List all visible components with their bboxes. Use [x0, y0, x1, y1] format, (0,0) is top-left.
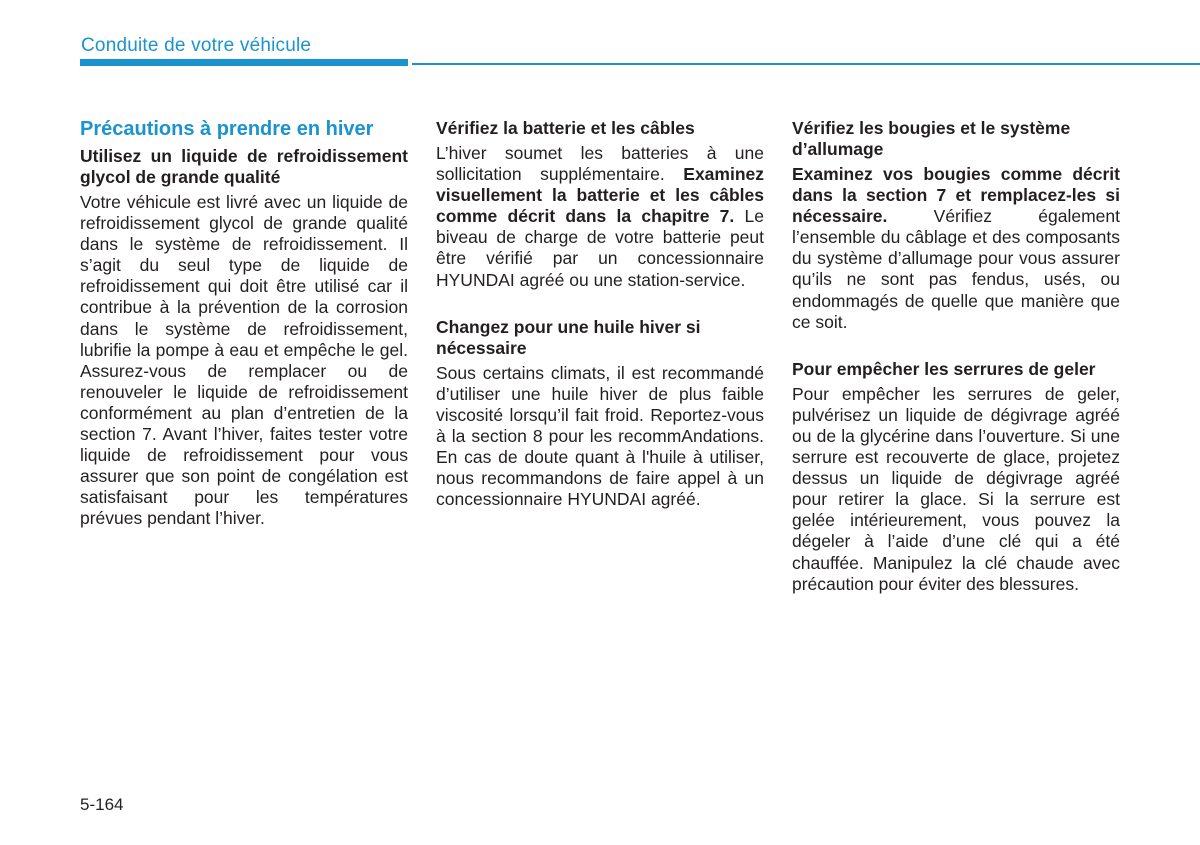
- oil-paragraph: Sous certains climats, il est recommandé d’utiliser une huile hiver de plus faible viscosité lorsqu’il fait froid. Reportez-vous à la section 8 pour les recommAndations. En cas de doute quant à l'huile à utiliser, nous recommandons de faire appel à un concessionnaire HYUNDAI agréé.: [436, 362, 764, 510]
- spark-plugs-text-rest: Vérifiez également l’ensemble du câblage et des composants du système d’allumage pour vous assurer qu’ils ne sont pas fendus, usés, ou endommagés de quelle que manière que ce soit.: [792, 206, 1120, 332]
- battery-text-rest: Le biveau de charge de votre batterie peut être vérifié par un concessionnaire HYUNDAI agréé ou une station-service.: [436, 206, 764, 290]
- battery-paragraph: [436, 143, 764, 291]
- spark-plugs-paragraph: [792, 164, 1120, 333]
- section-title: Précautions à prendre en hiver: [80, 118, 374, 140]
- spark-plugs-text-bold: Examinez vos bougies comme décrit dans la section 7 et remplacez-les si nécessaire.: [792, 164, 1120, 227]
- battery-text-bold: Examinez visuellement la batterie et les câbles comme décrit dans la chapitre 7.: [436, 164, 764, 227]
- column-right: [792, 118, 1120, 595]
- column-left: [80, 118, 408, 530]
- oil-heading: Changez pour une huile hiver si nécessaire: [436, 316, 701, 358]
- locks-heading: Pour empêcher les serrures de geler: [792, 358, 1096, 379]
- spark-plugs-heading: Vérifiez les bougies et le système d’allumage: [792, 118, 1071, 159]
- header-accent-bar: [80, 59, 408, 66]
- coolant-heading: Utilisez un liquide de refroidissement glycol de grande qualité: [80, 146, 408, 187]
- battery-text-intro: L’hiver soumet les batteries à une sollicitation supplémentaire.: [436, 143, 764, 185]
- column-middle: [436, 118, 764, 510]
- battery-heading: Vérifiez la batterie et les câbles: [436, 118, 695, 138]
- coolant-paragraph: Votre véhicule est livré avec un liquide de refroidissement glycol de grande qualité dans le système de refroidissement. Il s’agit du seul type de liquide de refroidissement qui doit être utilisé car il contribue à la prévention de la corrosion dans le système de refroidissement, lubrifie la pompe à eau et empêche le gel. Assurez-vous de remplacer ou de renouveler le liquide de refroidissement conformément au plan d’entretien de la section 7. Avant l’hiver, faites tester votre liquide de refroidissement pour vous assurer que son point de congélation est satisfaisant pour les températures prévues pendant l’hiver.: [80, 192, 408, 529]
- header-rule: [412, 63, 1200, 65]
- page-header-title: Conduite de votre véhicule: [81, 35, 312, 56]
- page-number: 5-164: [80, 795, 124, 814]
- locks-paragraph: Pour empêcher les serrures de geler, pulvérisez un liquide de dégivrage agréé ou de la glycérine dans l’ouverture. Si une serrure est recouverte de glace, projetez dessus un liquide de dégivrage agréé pour retirer la glace. Si la serrure est gelée intérieurement, vous pouvez la dégeler à l’aide d’une clé qui a été chauffée. Manipulez la clé chaude avec précaution pour éviter des blessures.: [792, 383, 1120, 594]
